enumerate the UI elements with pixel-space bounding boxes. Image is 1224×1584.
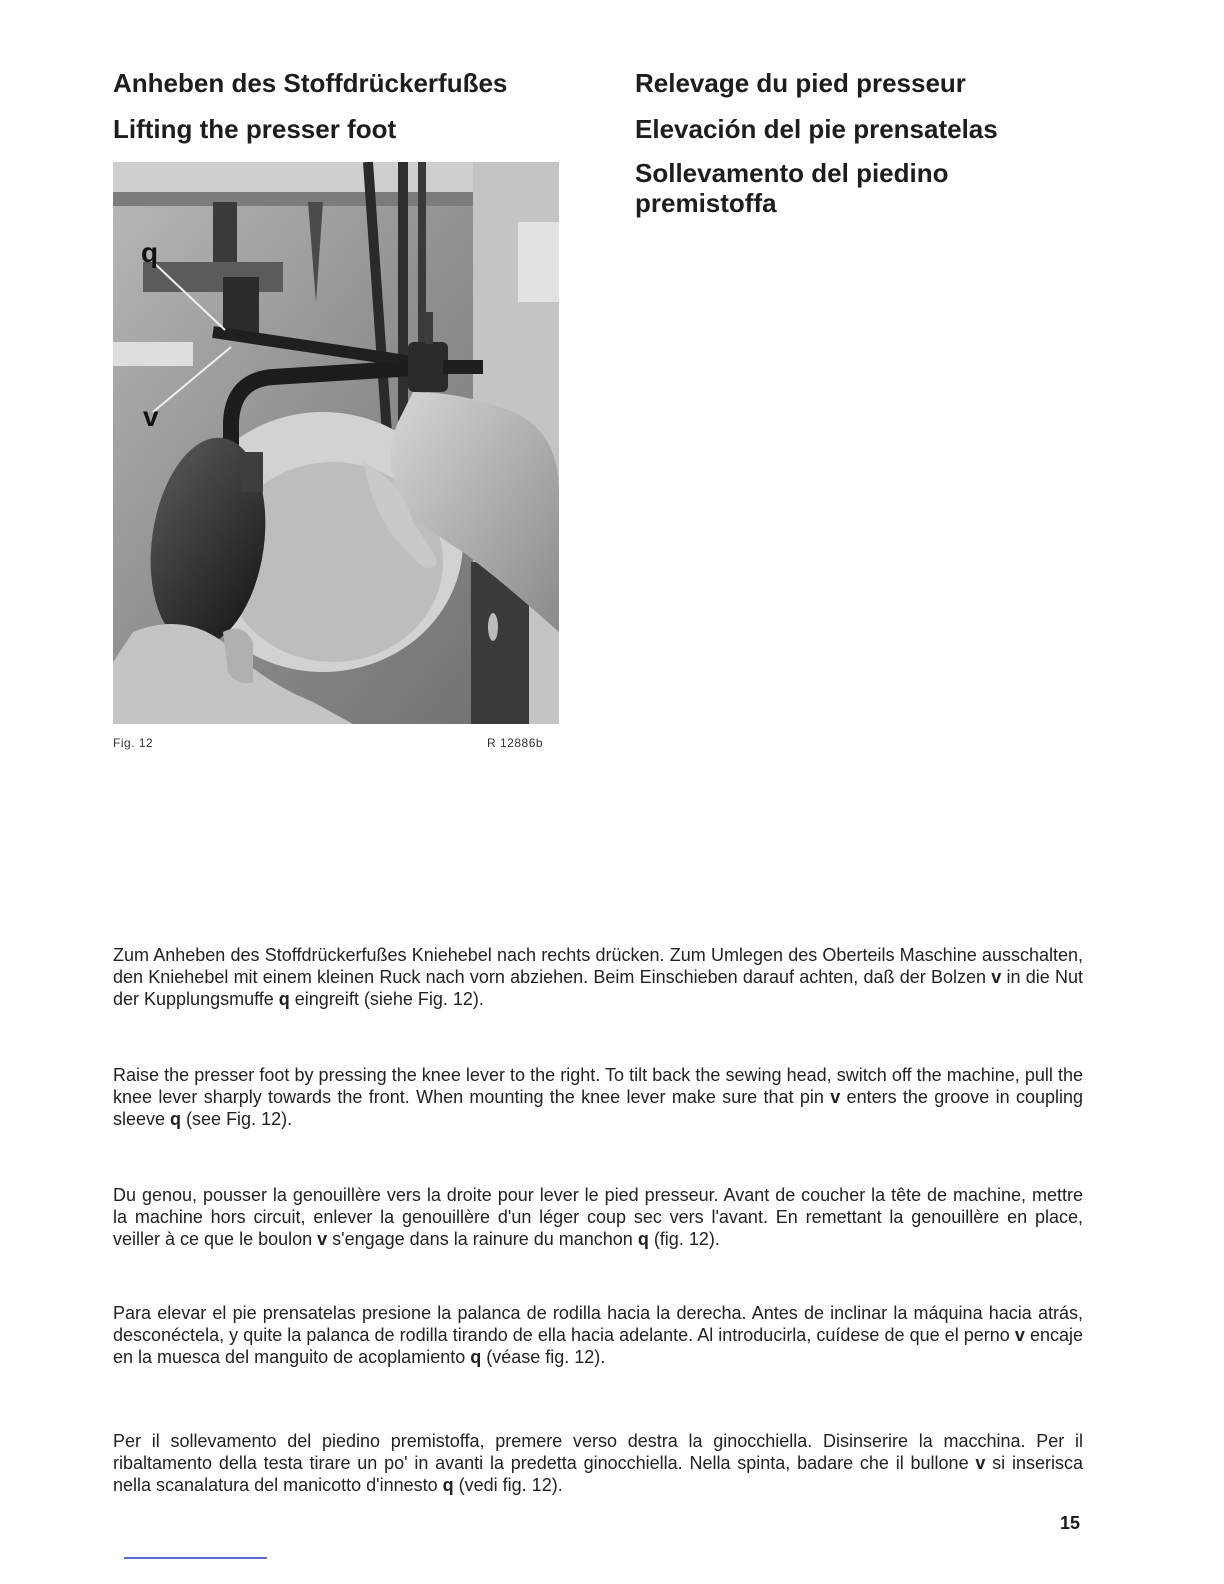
figure-caption: Fig. 12 xyxy=(113,736,154,750)
heading-spanish: Elevación del pie prensatelas xyxy=(635,114,998,144)
heading-german: Anheben des Stoffdrückerfußes xyxy=(113,68,508,98)
page-number: 15 xyxy=(1060,1513,1081,1533)
paragraph-italian: Per il sollevamento del piedino premistoffa, premere verso destra la ginocchiella. Disinserire la macchina. Per il ribaltamento della testa tirare un po' in avanti la predetta ginocchiella. Nella spinta, badare che il bullone v si inserisca nella scanalatura del manicotto d'innesto q (vedi fig. 12). xyxy=(113,1431,1083,1495)
label-v: v xyxy=(143,401,159,432)
paragraph-english: Raise the presser foot by pressing the knee lever to the right. To tilt back the sewing head, switch off the machine, pull the knee lever sharply towards the front. When mounting the knee lever make sure that pin v enters the groove in coupling sleeve q (see Fig. 12). xyxy=(113,1065,1084,1129)
paragraph-spanish: Para elevar el pie prensatelas presione la palanca de rodilla hacia la derecha. Antes de inclinar la máquina hacia atrás, desconéctela, y quite la palanca de rodilla tirando de ella hacia adelante. Al introducirla, cuídese de que el perno v encaje en la muesca del manguito de acoplamiento q (véase fig. 12). xyxy=(113,1303,1083,1367)
heading-english: Lifting the presser foot xyxy=(113,114,397,144)
figure-12-photo xyxy=(113,162,559,724)
heading-french: Relevage du pied presseur xyxy=(635,68,966,98)
label-q: q xyxy=(141,237,159,268)
paragraph-german: Zum Anheben des Stoffdrückerfußes Kniehebel nach rechts drücken. Zum Umlegen des Oberteils Maschine ausschalten, den Kniehebel mit einem kleinen Ruck nach vorn abziehen. Beim Einschieben darauf achten, daß der Bolzen v in die Nut der Kupplungsmuffe q eingreift (siehe Fig. 12). xyxy=(113,945,1084,1009)
heading-italian: Sollevamento del piedino premistoffa xyxy=(635,158,949,218)
footer-rule xyxy=(124,1557,267,1559)
knee-lever-illustration xyxy=(113,162,559,724)
figure-reference: R 12886b xyxy=(487,736,544,750)
paragraph-french: Du genou, pousser la genouillère vers la droite pour lever le pied presseur. Avant de coucher la tête de machine, mettre la machine hors circuit, enlever la genouillère d'un léger coup sec vers l'avant. En remettant la genouillère en place, veiller à ce que le boulon v s'engage dans la rainure du manchon q (fig. 12). xyxy=(113,1185,1083,1249)
